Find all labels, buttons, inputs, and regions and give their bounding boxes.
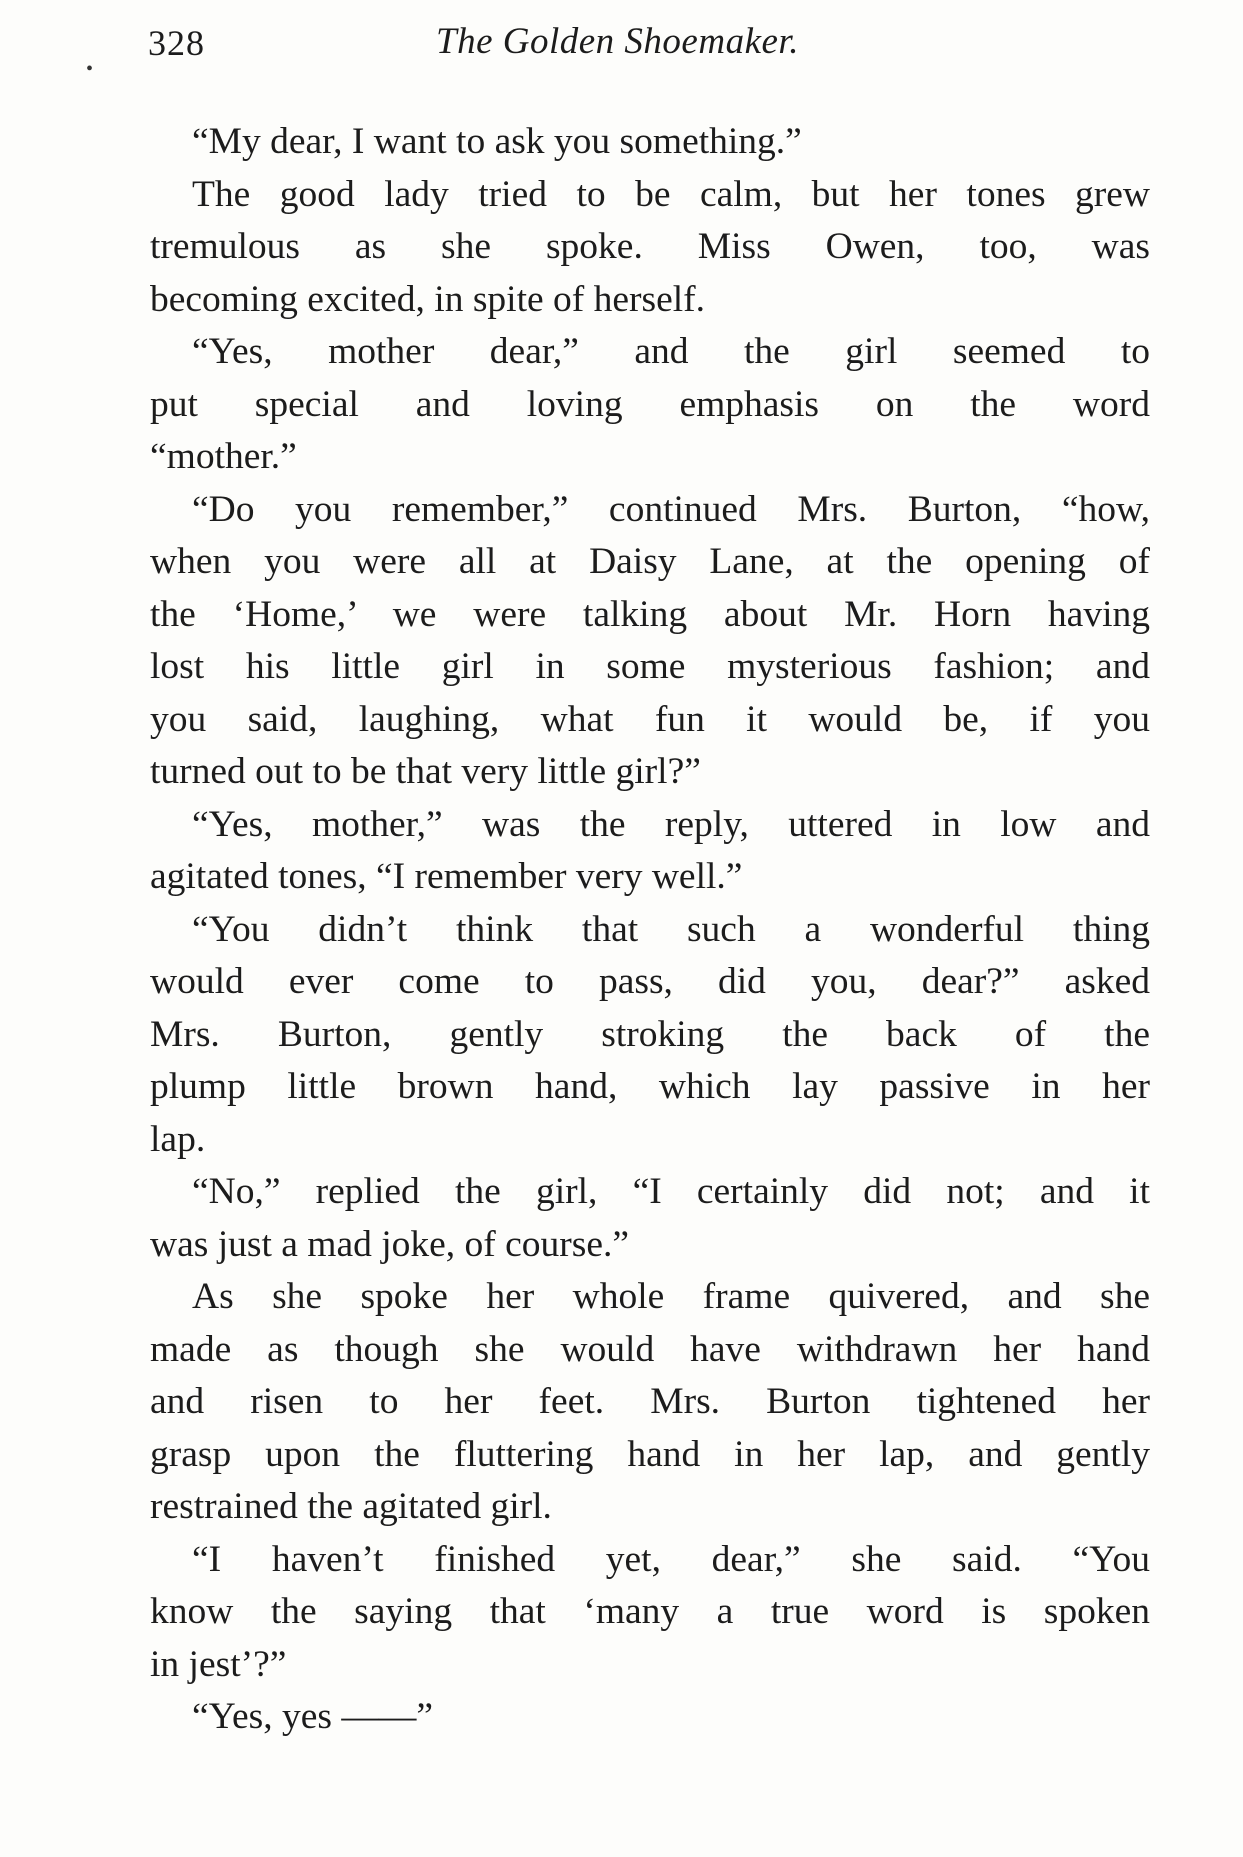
text-line: Mrs. Burton, gently stroking the back of the [150, 1013, 1150, 1055]
text-line: “No,” replied the girl, “I certainly did not; and it [192, 1171, 1150, 1212]
text-line: “Yes, mother,” was the reply, uttered in low and [192, 803, 1150, 845]
text-line: lap. [150, 1118, 206, 1160]
text-line: lost his little girl in some mysterious fashion; and [150, 646, 1150, 687]
text-line: when you were all at Daisy Lane, at the opening of [150, 541, 1150, 582]
paragraph [150, 326, 1150, 484]
text-line: made as though she would have withdrawn her hand [150, 1328, 1150, 1370]
paragraph [150, 799, 1150, 904]
text-line: “Do you remember,” continued Mrs. Burton, “how, [192, 488, 1150, 530]
paragraph [150, 1271, 1150, 1534]
text-line: “mother.” [150, 436, 297, 477]
paragraph [150, 1166, 1150, 1271]
text-line: “Yes, yes ——” [192, 1696, 433, 1737]
text-line: restrained the agitated girl. [150, 1486, 552, 1527]
paragraph [150, 116, 1150, 169]
paragraph [150, 904, 1150, 1167]
text-line: turned out to be that very little girl?” [150, 751, 701, 792]
text-line: put special and loving emphasis on the word [150, 383, 1150, 425]
text-line: you said, laughing, what fun it would be, if you [150, 698, 1150, 740]
text-line: “Yes, mother dear,” and the girl seemed to [192, 331, 1150, 372]
body-text [150, 116, 1150, 1744]
paragraph [150, 169, 1150, 327]
running-title: The Golden Shoemaker. [436, 21, 799, 62]
text-line: would ever come to pass, did you, dear?” asked [150, 961, 1150, 1002]
page-number: 328 [148, 23, 205, 63]
text-line: agitated tones, “I remember very well.” [150, 856, 743, 897]
paragraph [150, 484, 1150, 799]
text-line: the ‘Home,’ we were talking about Mr. Horn having [150, 593, 1150, 635]
text-line: “I haven’t finished yet, dear,” she said. “You [192, 1538, 1150, 1580]
paragraph [150, 1534, 1150, 1692]
text-line: grasp upon the fluttering hand in her lap, and gently [150, 1433, 1150, 1475]
text-line: The good lady tried to be calm, but her tones grew [192, 173, 1150, 215]
text-line: know the saying that ‘many a true word is spoken [150, 1591, 1150, 1632]
text-line: in jest’?” [150, 1643, 287, 1685]
text-line: “You didn’t think that such a wonderful thing [192, 908, 1150, 950]
text-line: becoming excited, in spite of herself. [150, 278, 706, 320]
print-speck: • [86, 58, 94, 80]
text-line: and risen to her feet. Mrs. Burton tightened her [150, 1381, 1150, 1422]
text-line: As she spoke her whole frame quivered, and she [192, 1276, 1150, 1317]
paragraph [150, 1691, 1150, 1744]
text-line: plump little brown hand, which lay passive in her [150, 1066, 1150, 1107]
text-line: tremulous as she spoke. Miss Owen, too, was [150, 226, 1150, 267]
text-line: “My dear, I want to ask you something.” [192, 121, 802, 162]
text-line: was just a mad joke, of course.” [150, 1223, 630, 1265]
